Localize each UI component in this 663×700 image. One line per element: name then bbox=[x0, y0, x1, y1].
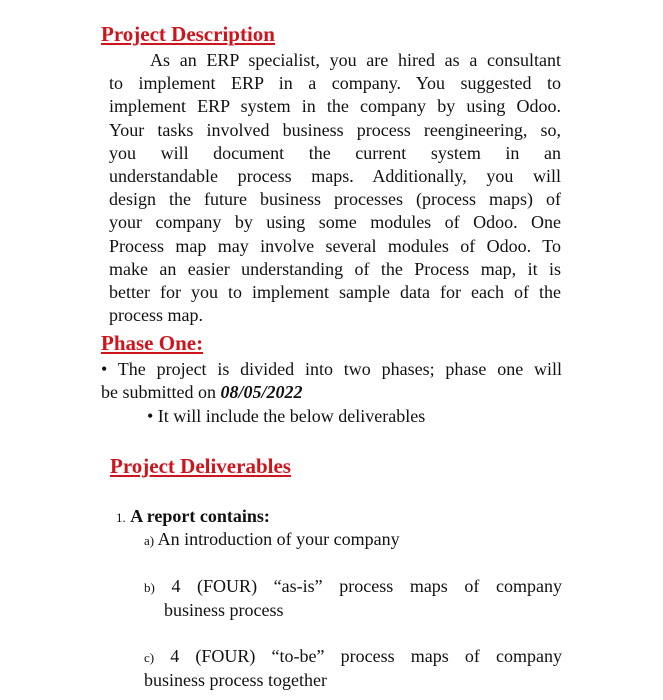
phase-one-date: 08/05/2022 bbox=[220, 382, 303, 403]
description-line: design the future business processes (process maps) of bbox=[109, 189, 561, 210]
deliverable-sub-item-a bbox=[144, 528, 400, 552]
deliverable-sub-item-c bbox=[144, 645, 562, 692]
sub-item-line: business process together bbox=[144, 670, 327, 691]
description-line: make an easier understanding of the Process map, it is bbox=[109, 258, 561, 279]
description-line: implement ERP system in the company by using Odoo. bbox=[109, 96, 561, 117]
deliverable-item-1 bbox=[116, 505, 270, 529]
sub-item-line: business process bbox=[164, 600, 284, 621]
project-description-heading: Project Description bbox=[101, 22, 275, 46]
sub-item-marker: c) bbox=[144, 650, 155, 665]
phase-one-bullet-line bbox=[101, 381, 562, 404]
project-deliverables-heading: Project Deliverables bbox=[110, 454, 291, 478]
description-paragraph bbox=[109, 49, 561, 327]
sub-item-marker: a) bbox=[144, 533, 155, 548]
deliverable-item-marker: 1. bbox=[116, 510, 126, 525]
phase-one-bullet-line: • The project is divided into two phases; phase one will bbox=[101, 359, 562, 379]
sub-item-text: An introduction of your company bbox=[157, 529, 400, 549]
deliverable-sub-item-b bbox=[144, 575, 562, 622]
sub-item-text: 4 (FOUR) “to-be” process maps of company bbox=[170, 646, 562, 666]
description-line: process map. bbox=[109, 305, 203, 326]
description-line: your company by using some modules of Odoo. One bbox=[109, 212, 561, 233]
description-line: As an ERP specialist, you are hired as a consultant bbox=[150, 50, 561, 70]
description-line: understandable process maps. Additionally, you will bbox=[109, 166, 561, 187]
description-line: Process map may involve several modules of Odoo. To bbox=[109, 235, 561, 256]
sub-item-marker: b) bbox=[144, 580, 155, 595]
phase-one-bullet-1 bbox=[101, 358, 562, 404]
description-line: you will document the current system in an bbox=[109, 142, 561, 163]
sub-item-line bbox=[144, 575, 562, 599]
phase-one-bullet-2: • It will include the below deliverables bbox=[147, 406, 426, 426]
deliverable-item-label: A report contains: bbox=[130, 506, 270, 526]
sub-item-text: 4 (FOUR) “as-is” process maps of company bbox=[171, 576, 562, 596]
phase-one-heading: Phase One: bbox=[101, 331, 204, 355]
description-line: Your tasks involved business process reengineering, so, bbox=[109, 119, 561, 140]
sub-item-line bbox=[144, 645, 562, 669]
description-line: better for you to implement sample data for each of the bbox=[109, 282, 561, 303]
description-line: to implement ERP in a company. You suggested to bbox=[109, 73, 561, 94]
phase-one-submitted-text: be submitted on bbox=[101, 382, 221, 403]
